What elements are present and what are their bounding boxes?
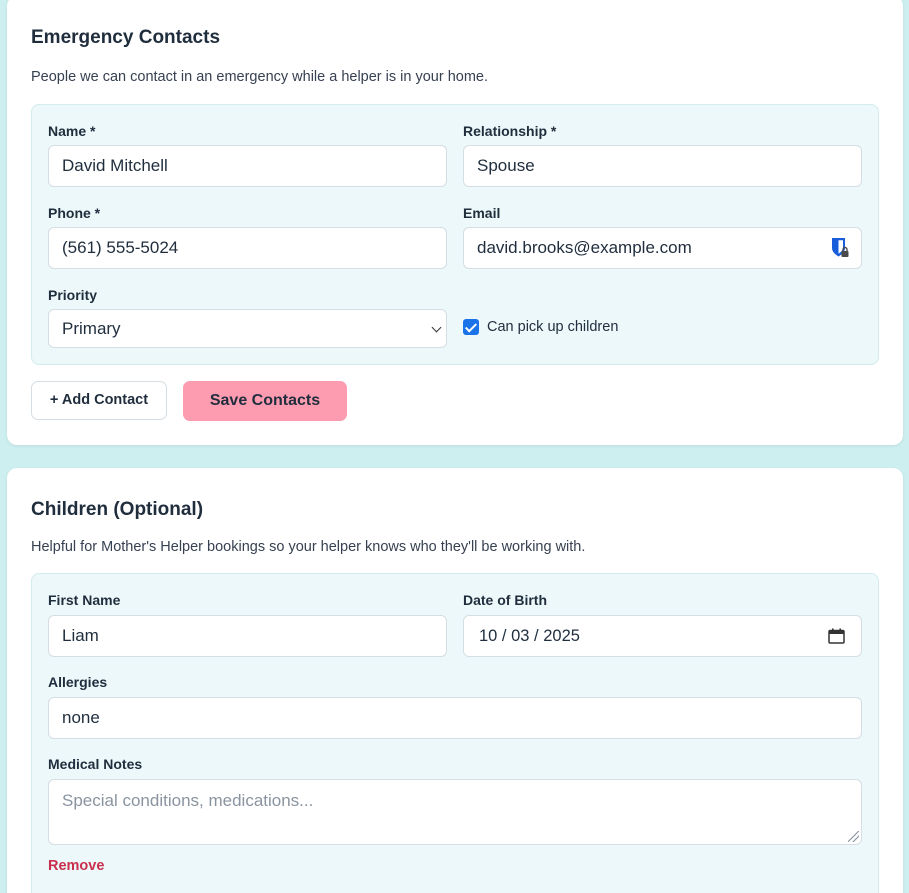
name-input[interactable]: David Mitchell bbox=[48, 145, 447, 187]
contact-entry-panel bbox=[31, 104, 879, 365]
date-of-birth-label: Date of Birth bbox=[463, 592, 547, 608]
email-input[interactable] bbox=[463, 227, 862, 269]
password-manager-shield-icon[interactable] bbox=[831, 237, 849, 259]
children-description: Helpful for Mother's Helper bookings so your helper knows who they'll be working with. bbox=[31, 539, 586, 555]
email-label: Email bbox=[463, 205, 501, 221]
name-label: Name * bbox=[48, 123, 96, 139]
resize-handle-icon[interactable] bbox=[848, 831, 859, 842]
allergies-input[interactable]: none bbox=[48, 697, 862, 739]
medical-notes-textarea[interactable] bbox=[48, 779, 862, 845]
can-pick-up-children-label[interactable]: Can pick up children bbox=[487, 319, 619, 335]
medical-notes-label: Medical Notes bbox=[48, 756, 143, 772]
can-pick-up-children-checkbox[interactable] bbox=[463, 319, 479, 335]
priority-select[interactable] bbox=[48, 309, 447, 348]
children-title: Children (Optional) bbox=[31, 499, 204, 520]
phone-input[interactable]: (561) 555-5024 bbox=[48, 227, 447, 269]
email-value: david.brooks@example.com bbox=[477, 238, 692, 257]
priority-selected-value: Primary bbox=[62, 319, 121, 338]
first-name-input[interactable]: Liam bbox=[48, 615, 447, 657]
phone-label: Phone * bbox=[48, 205, 101, 221]
emergency-contacts-title: Emergency Contacts bbox=[31, 27, 221, 48]
calendar-icon[interactable] bbox=[828, 628, 845, 644]
child-entry-panel bbox=[31, 573, 879, 893]
add-contact-button[interactable]: + Add Contact bbox=[31, 381, 167, 420]
remove-child-link[interactable]: Remove bbox=[48, 858, 105, 874]
chevron-down-icon bbox=[432, 323, 442, 333]
relationship-input[interactable]: Spouse bbox=[463, 145, 862, 187]
allergies-label: Allergies bbox=[48, 674, 108, 690]
children-card bbox=[7, 468, 903, 893]
date-of-birth-value: 10 / 03 / 2025 bbox=[479, 627, 580, 645]
medical-notes-placeholder: Special conditions, medications... bbox=[62, 791, 314, 810]
emergency-contacts-description: People we can contact in an emergency while a helper is in your home. bbox=[31, 69, 489, 85]
date-of-birth-input[interactable] bbox=[463, 615, 862, 657]
first-name-label: First Name bbox=[48, 592, 121, 608]
priority-label: Priority bbox=[48, 287, 98, 303]
save-contacts-button[interactable]: Save Contacts bbox=[183, 381, 347, 421]
emergency-contacts-card bbox=[7, 0, 903, 445]
relationship-label: Relationship * bbox=[463, 123, 557, 139]
